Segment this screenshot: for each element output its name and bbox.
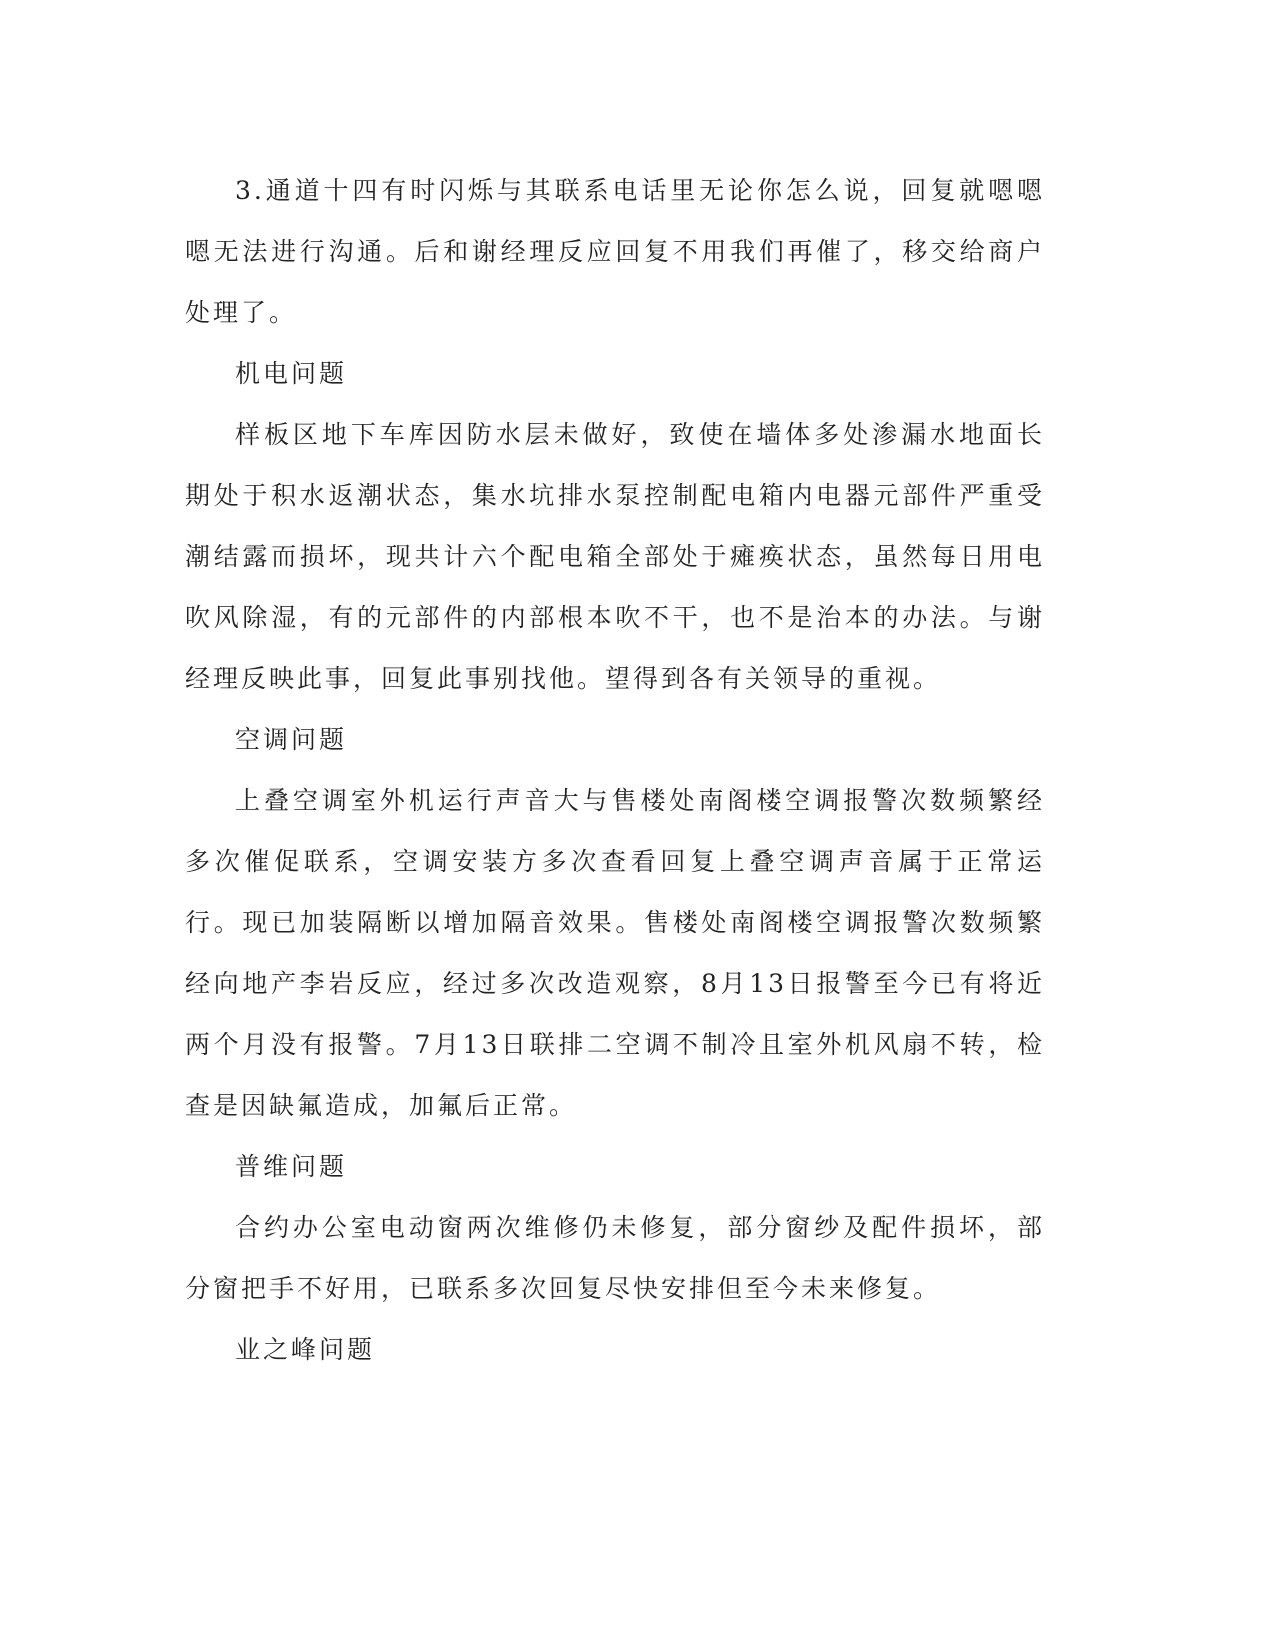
heading-yezhifeng: 业之峰问题 — [235, 1335, 376, 1364]
heading-air-conditioning: 空调问题 — [235, 725, 348, 754]
heading-electromechanical: 机电问题 — [235, 359, 348, 388]
document-body — [185, 160, 1045, 1380]
heading-puwei: 普维问题 — [235, 1152, 348, 1181]
paragraph-garage-leak: 样板区地下车库因防水层未做好，致使在墙体多处渗漏水地面长期处于积水返潮状态，集水坑排水泵控制配电箱内电器元部件严重受潮结露而损坏，现共计六个配电箱全部处于瘫痪状态，虽然每日用电吹风除湿，有的元部件的内部根本吹不干，也不是治本的办法。与谢经理反映此事，回复此事别找他。望得到各有关领导的重视。 — [185, 420, 1045, 693]
paragraph-window-repair: 合约办公室电动窗两次维修仍未修复，部分窗纱及配件损坏，部分窗把手不好用，已联系多次回复尽快安排但至今未来修复。 — [185, 1213, 1045, 1303]
paragraph-channel-14: 3.通道十四有时闪烁与其联系电话里无论你怎么说，回复就嗯嗯嗯无法进行沟通。后和谢经理反应回复不用我们再催了，移交给商户处理了。 — [185, 176, 1045, 327]
paragraph-ac-issues: 上叠空调室外机运行声音大与售楼处南阁楼空调报警次数频繁经多次催促联系，空调安装方多次查看回复上叠空调声音属于正常运行。现已加装隔断以增加隔音效果。售楼处南阁楼空调报警次数频繁经向地产李岩反应，经过多次改造观察，8月13日报警至今已有将近两个月没有报警。7月13日联排二空调不制冷且室外机风扇不转，检查是因缺氟造成，加氟后正常。 — [185, 786, 1045, 1120]
